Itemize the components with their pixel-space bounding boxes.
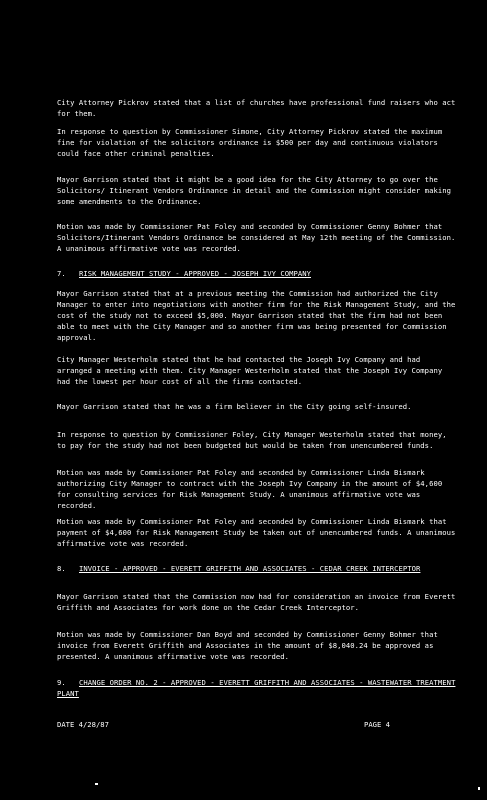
- scan-speck: [95, 783, 98, 785]
- footer-date: DATE 4/28/87: [57, 720, 109, 729]
- section-title: RISK MANAGEMENT STUDY - APPROVED - JOSEPH IVY COMPANY: [79, 269, 311, 278]
- paragraph-ordinance-review: Mayor Garrison stated that it might be a good idea for the City Attorney to go over the Solicitors/ Itinerant Vendors Ordinance in detail and the Commission might consider making some amendments to the Ordinance.: [57, 175, 451, 206]
- section-heading-risk-management: [57, 269, 459, 280]
- section-number: 9.: [57, 678, 66, 687]
- paragraph-motion-payment: Motion was made by Commissioner Pat Foley and seconded by Commissioner Linda Bismark that payment of $4,600 for Risk Management Study be taken out of unencumbered funds. A unanimous affirmative vote was recorded.: [57, 517, 456, 548]
- section-title: CHANGE ORDER NO. 2 - APPROVED - EVERETT GRIFFITH AND ASSOCIATES - WASTEWATER TREATMENT PLANT: [57, 678, 456, 698]
- section-heading-change-order: [57, 678, 459, 700]
- section-number: 8.: [57, 564, 66, 573]
- paragraph-motion-ordinance: Motion was made by Commissioner Pat Foley and seconded by Commissioner Genny Bohmer that Solicitors/Itinerant Vendors Ordinance be considered at May 12th meeting of the Commission. A unanimous affirmative vote was recorded.: [57, 222, 456, 253]
- footer-page-number: PAGE 4: [364, 720, 390, 729]
- paragraph-joseph-ivy-contact: City Manager Westerholm stated that he had contacted the Joseph Ivy Company and had arranged a meeting with them. City Manager Westerholm stated that the Joseph Ivy Company had the lowest per hour cost of all the firms contacted.: [57, 355, 443, 386]
- scan-speck: [478, 787, 480, 790]
- section-heading-invoice: [57, 564, 459, 575]
- paragraph-risk-study-authorization: Mayor Garrison stated that at a previous meeting the Commission had authorized the City Manager to enter into negotiations with another firm for the Risk Management Study, and the cost of the study not to exceed $5,000. Mayor Garrison stated that the firm had not been able to meet with the City Manager and so another firm was being presented for Commission approval.: [57, 289, 456, 342]
- paragraph-invoice-consideration: Mayor Garrison stated that the Commission now had for consideration an invoice from Everett Griffith and Associates for work done on the Cedar Creek Interceptor.: [57, 592, 456, 612]
- paragraph-fund-raisers: City Attorney Pickrov stated that a list of churches have professional fund raisers who act for them.: [57, 98, 456, 118]
- paragraph-maximum-fine: In response to question by Commissioner Simone, City Attorney Pickrov stated the maximum fine for violation of the solicitors ordinance is $500 per day and continuous violators could face other criminal penalties.: [57, 127, 443, 158]
- paragraph-motion-invoice: Motion was made by Commissioner Dan Boyd and seconded by Commissioner Genny Bohmer that invoice from Everett Griffith and Associates in the amount of $8,040.24 be approved as presented. A unanimous affirmative vote was recorded.: [57, 630, 438, 661]
- paragraph-unencumbered-funds: In response to question by Commissioner Foley, City Manager Westerholm stated that money, to pay for the study had not been budgeted but would be taken from unencumbered funds.: [57, 430, 447, 450]
- section-title: INVOICE - APPROVED - EVERETT GRIFFITH AND ASSOCIATES - CEDAR CREEK INTERCEPTOR: [79, 564, 421, 573]
- section-number: 7.: [57, 269, 66, 278]
- paragraph-motion-contract: Motion was made by Commissioner Pat Foley and seconded by Commissioner Linda Bismark authorizing City Manager to contract with the Joseph Ivy Company in the amount of $4,600 for consulting services for Risk Management Study. A unanimous affirmative vote was recorded.: [57, 468, 443, 510]
- paragraph-self-insured: Mayor Garrison stated that he was a firm believer in the City going self-insured.: [57, 402, 412, 411]
